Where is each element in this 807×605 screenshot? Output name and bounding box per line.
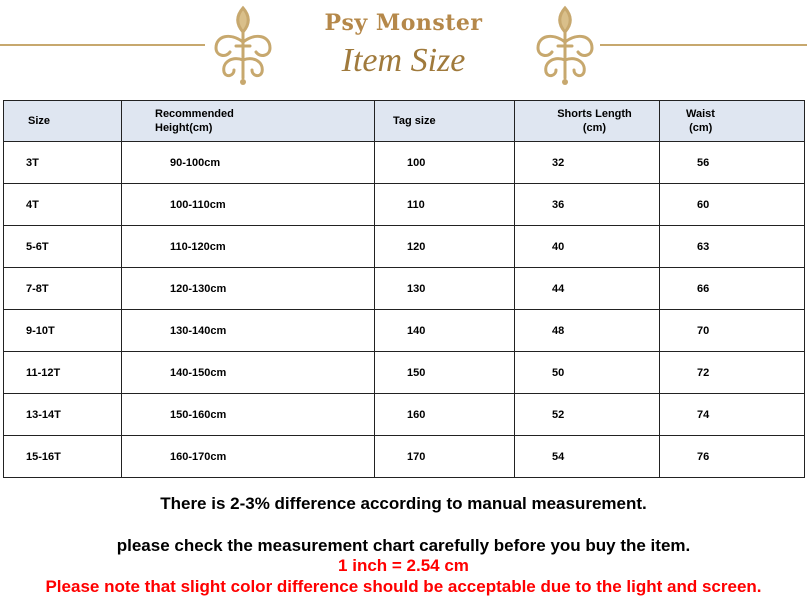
cell-height: 160-170cm [122, 436, 375, 478]
cell-tag-size: 130 [375, 268, 515, 310]
cell-height: 100-110cm [122, 184, 375, 226]
cell-shorts-length: 40 [515, 226, 660, 268]
cell-waist: 60 [660, 184, 805, 226]
page-subtitle: Item Size [341, 42, 466, 79]
page-header [0, 0, 807, 92]
cell-shorts-length: 44 [515, 268, 660, 310]
table-row [4, 352, 805, 394]
cell-shorts-length: 50 [515, 352, 660, 394]
table-row [4, 436, 805, 478]
cell-size: 15-16T [4, 436, 122, 478]
table-row [4, 268, 805, 310]
column-header-shorts-length: Shorts Length (cm) [515, 101, 660, 142]
fleur-ornament-left-icon [208, 2, 278, 86]
cell-tag-size: 110 [375, 184, 515, 226]
cell-size: 13-14T [4, 394, 122, 436]
cell-tag-size: 120 [375, 226, 515, 268]
cell-tag-size: 170 [375, 436, 515, 478]
cell-size: 3T [4, 142, 122, 184]
table-row [4, 310, 805, 352]
column-header-waist: Waist (cm) [660, 101, 805, 142]
check-chart-note: please check the measurement chart carefully before you buy the item. [116, 536, 691, 555]
cell-waist: 56 [660, 142, 805, 184]
header-rule-right [600, 44, 807, 46]
cell-height: 120-130cm [122, 268, 375, 310]
cell-size: 5-6T [4, 226, 122, 268]
table-row [4, 184, 805, 226]
cell-shorts-length: 36 [515, 184, 660, 226]
cell-shorts-length: 32 [515, 142, 660, 184]
cell-shorts-length: 52 [515, 394, 660, 436]
cell-tag-size: 160 [375, 394, 515, 436]
cell-height: 140-150cm [122, 352, 375, 394]
inch-conversion-note: 1 inch = 2.54 cm [338, 556, 469, 575]
cell-height: 90-100cm [122, 142, 375, 184]
table-row [4, 394, 805, 436]
color-difference-note: Please note that slight color difference should be acceptable due to the light and screen. [45, 577, 762, 596]
table-row [4, 226, 805, 268]
fleur-ornament-right-icon [530, 2, 600, 86]
cell-tag-size: 150 [375, 352, 515, 394]
cell-height: 130-140cm [122, 310, 375, 352]
cell-size: 4T [4, 184, 122, 226]
brand-name: Psy Monster [324, 10, 483, 36]
cell-height: 110-120cm [122, 226, 375, 268]
header-rule-left [0, 44, 205, 46]
cell-size: 7-8T [4, 268, 122, 310]
cell-shorts-length: 54 [515, 436, 660, 478]
cell-shorts-length: 48 [515, 310, 660, 352]
table-row [4, 142, 805, 184]
size-chart-table [3, 100, 805, 478]
cell-waist: 72 [660, 352, 805, 394]
cell-size: 9-10T [4, 310, 122, 352]
column-header-height: Recommended Height(cm) [122, 101, 375, 142]
cell-size: 11-12T [4, 352, 122, 394]
measurement-note: There is 2-3% difference according to manual measurement. [160, 494, 647, 513]
table-header-row [4, 101, 805, 142]
cell-waist: 76 [660, 436, 805, 478]
column-header-size: Size [4, 101, 122, 142]
cell-waist: 74 [660, 394, 805, 436]
cell-waist: 66 [660, 268, 805, 310]
cell-tag-size: 100 [375, 142, 515, 184]
column-header-tag-size: Tag size [375, 101, 515, 142]
cell-height: 150-160cm [122, 394, 375, 436]
cell-waist: 63 [660, 226, 805, 268]
cell-waist: 70 [660, 310, 805, 352]
cell-tag-size: 140 [375, 310, 515, 352]
